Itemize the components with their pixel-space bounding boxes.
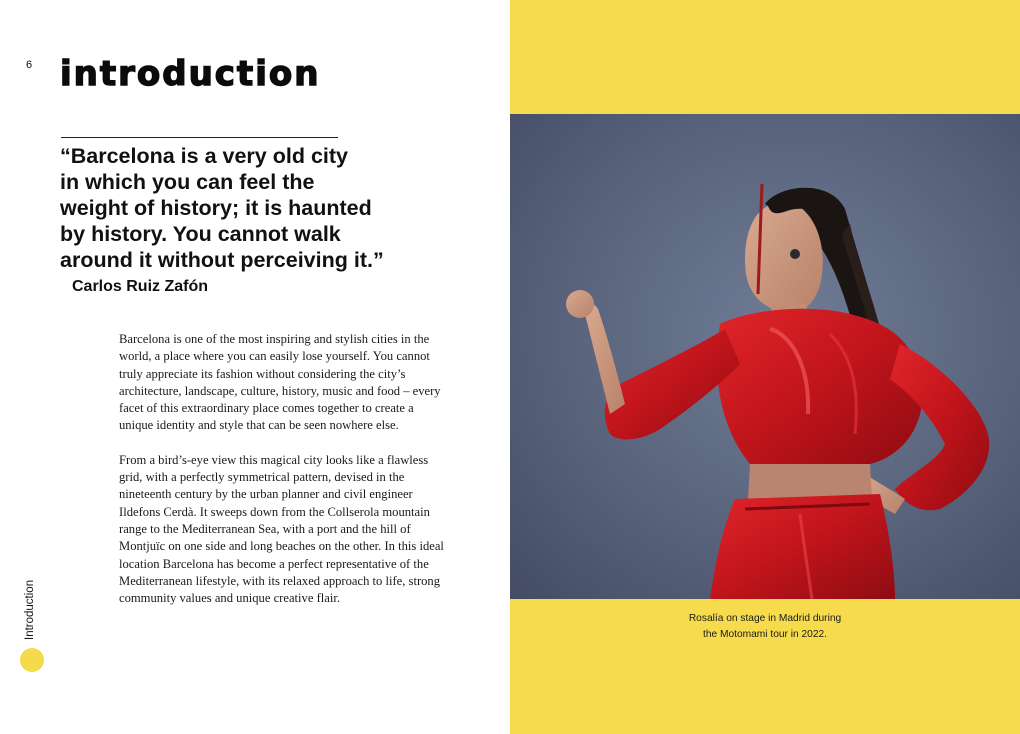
body-paragraph: From a bird’s-eye view this magical city looks like a flawless grid, with a perfectly symmetrical pattern, devised in the nineteenth century by the urban planner and civil engineer Ildefons Cerdà. It sweeps down from the Collserola mountain range to the Mediterranean Sea, with a port and the hill of Montjuïc on one side and long beaches on the other. In this ideal location Barcelona has become a perfect representative of the Mediterranean lifestyle, with its relaxed approach to life, strong community values and unique creative flair. [119, 452, 444, 606]
caption-line: Rosalía on stage in Madrid during [688, 613, 842, 624]
body-text [119, 331, 449, 624]
performer-illustration [510, 114, 1020, 599]
chapter-title: introduction [60, 54, 321, 94]
quote-divider [61, 137, 338, 138]
body-paragraph: Barcelona is one of the most inspiring and stylish cities in the world, a place where you can easily lose yourself. You cannot truly appreciate its fashion without considering the city’s architecture, landscape, culture, history, music and food – every facet of this extraordinary place comes together to create a unique identity and style that can be seen nowhere else. [119, 332, 441, 433]
quote-text: “Barcelona is a very old city in which you can feel the weight of history; it is haunted by history. You cannot walk around it without perceiving it.” [60, 144, 384, 272]
quote-author: Carlos Ruiz Zafón [72, 278, 209, 295]
caption-line: the Motomami tour in 2022. [702, 629, 827, 640]
page-number: 6 [26, 59, 33, 71]
pull-quote [60, 143, 420, 297]
section-side-label: Introduction [24, 579, 36, 640]
right-page [510, 0, 1020, 734]
photo-caption [660, 611, 870, 643]
performer-photo [510, 114, 1020, 599]
section-marker-dot [20, 648, 44, 672]
